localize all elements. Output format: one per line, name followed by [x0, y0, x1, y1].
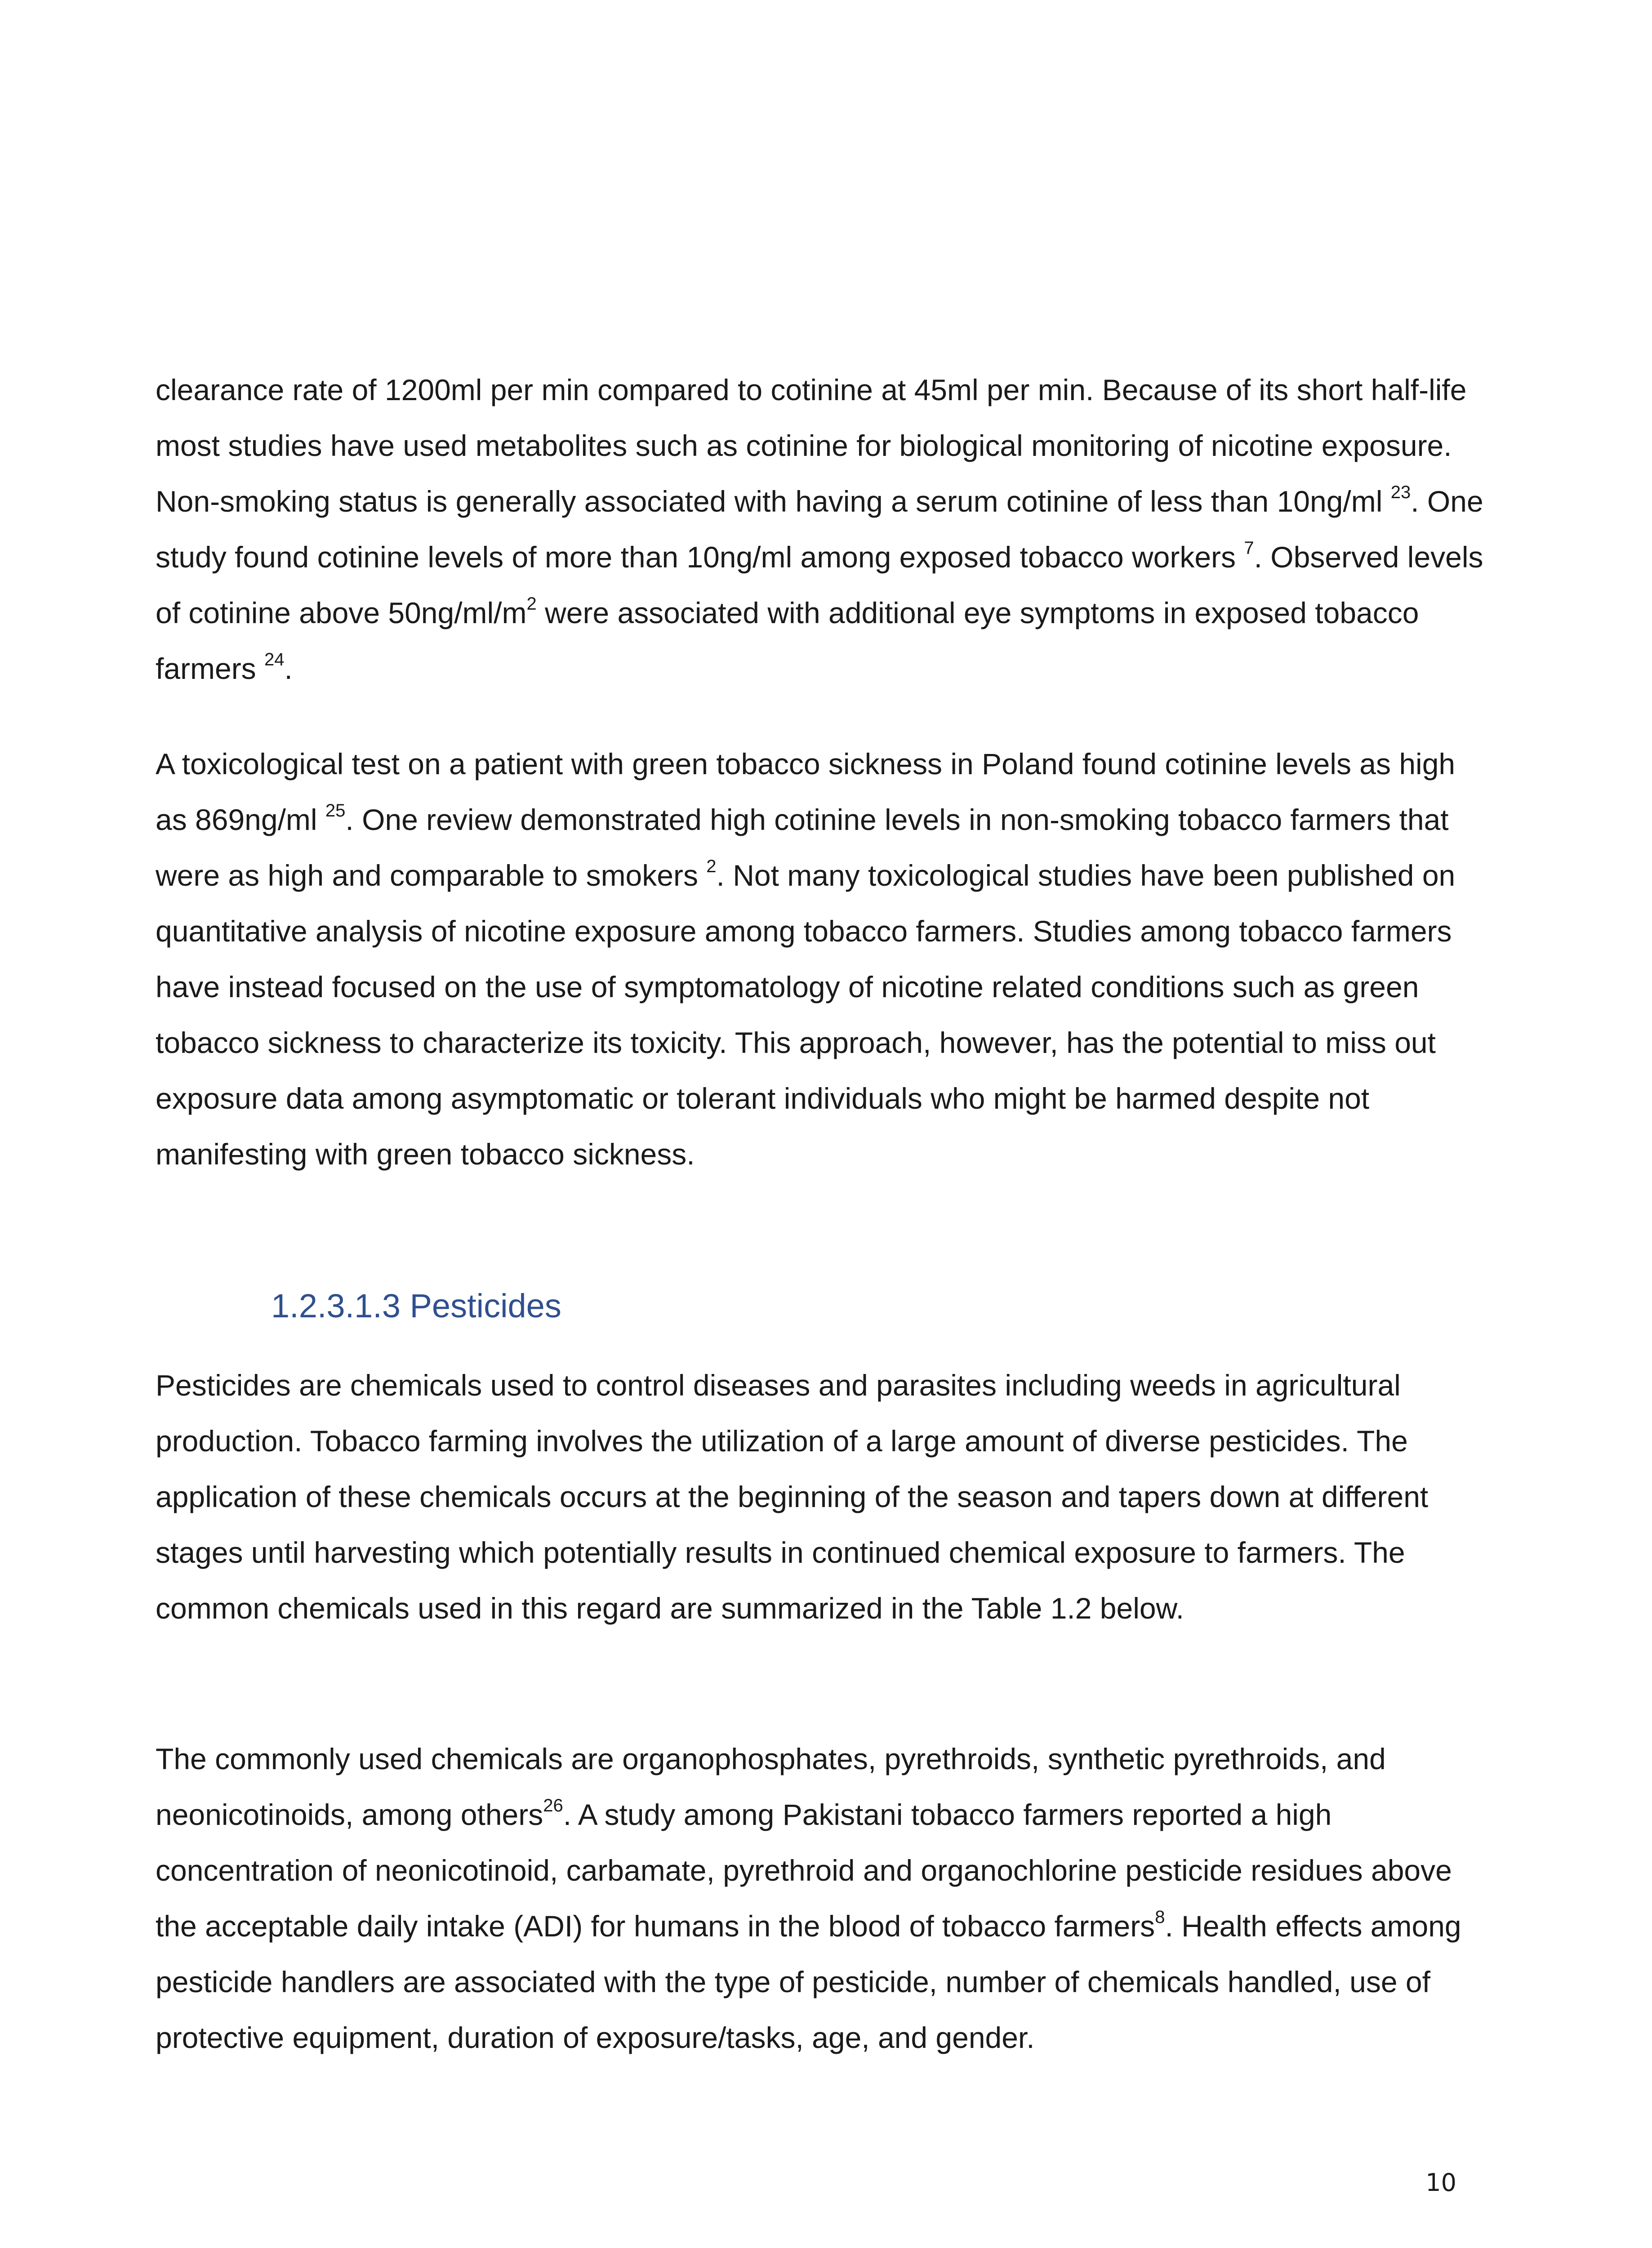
citation-superscript: 7 [1244, 538, 1254, 558]
text-run: clearance rate of 1200ml per min compared to cotinine at 45ml per min. Because of its short half-life most studies have used metabolites such as cotinine for biological monitoring of nicotine exposure. Non-smoking status is generally associated with having a serum cotinine of less than 10ng/ml [156, 373, 1467, 518]
text-run: . One study found cotinine levels of more than 10ng/ml among exposed tobacco workers [156, 485, 1483, 574]
text-run: . One review demonstrated high cotinine levels in non-smoking tobacco farmers that were as high and comparable to smokers [156, 803, 1449, 892]
text-run: Pesticides are chemicals used to control diseases and parasites including weeds in agricultural production. Tobacco farming involves the utilization of a large amount of diverse pesticides. The application of these chemicals occurs at the beginning of the season and tapers down at different stages until harvesting which potentially results in continued chemical exposure to farmers. The common chemicals used in this regard are summarized in the Table 1.2 below. [156, 1369, 1429, 1625]
citation-superscript: 24 [264, 650, 285, 669]
citation-superscript: 26 [543, 1796, 563, 1815]
paragraph-pesticides-definition [156, 1357, 1486, 1636]
citation-superscript: 23 [1390, 482, 1411, 502]
text-run: . [284, 652, 293, 685]
text-run: . A study among Pakistani tobacco farmers reported a high concentration of neonicotinoid, carbamate, pyrethroid and organochlorine pesticide residues above the acceptable daily intake (ADI) for humans in the blood of tobacco farmers [156, 1798, 1452, 1943]
text-run: . Health effects among pesticide handlers are associated with the type of pesticide, number of chemicals handled, use of protective equipment, duration of exposure/tasks, age, and gender. [156, 1909, 1461, 2054]
text-run: The commonly used chemicals are organophosphates, pyrethroids, synthetic pyrethroids, and neonicotinoids, among others [156, 1742, 1386, 1831]
citation-superscript: 25 [325, 801, 346, 821]
unit-superscript: 2 [526, 594, 537, 614]
text-run: . Not many toxicological studies have been published on quantitative analysis of nicotine exposure among tobacco farmers. Studies among tobacco farmers have instead focused on the use of symptomatology of nicotine related conditions such as green tobacco sickness to characterize its toxicity. This approach, however, has the potential to miss out exposure data among asymptomatic or tolerant individuals who might be harmed despite not manifesting with green tobacco sickness. [156, 859, 1456, 1171]
text-run: A toxicological test on a patient with green tobacco sickness in Poland found cotinine levels as high as 869ng/ml [156, 747, 1456, 836]
paragraph-nicotine-clearance [156, 362, 1486, 696]
page-number: 10 [1425, 2168, 1456, 2197]
citation-superscript: 2 [706, 856, 717, 876]
section-heading-pesticides: 1.2.3.1.3 Pesticides [271, 1287, 561, 1325]
text-run: . Observed levels of cotinine above 50ng/ml/m [156, 540, 1483, 629]
paragraph-common-chemicals [156, 1731, 1486, 2065]
text-run: were associated with additional eye symptoms in exposed tobacco farmers [156, 596, 1419, 685]
paragraph-toxicological-test [156, 736, 1486, 1182]
citation-superscript: 8 [1155, 1907, 1165, 1927]
